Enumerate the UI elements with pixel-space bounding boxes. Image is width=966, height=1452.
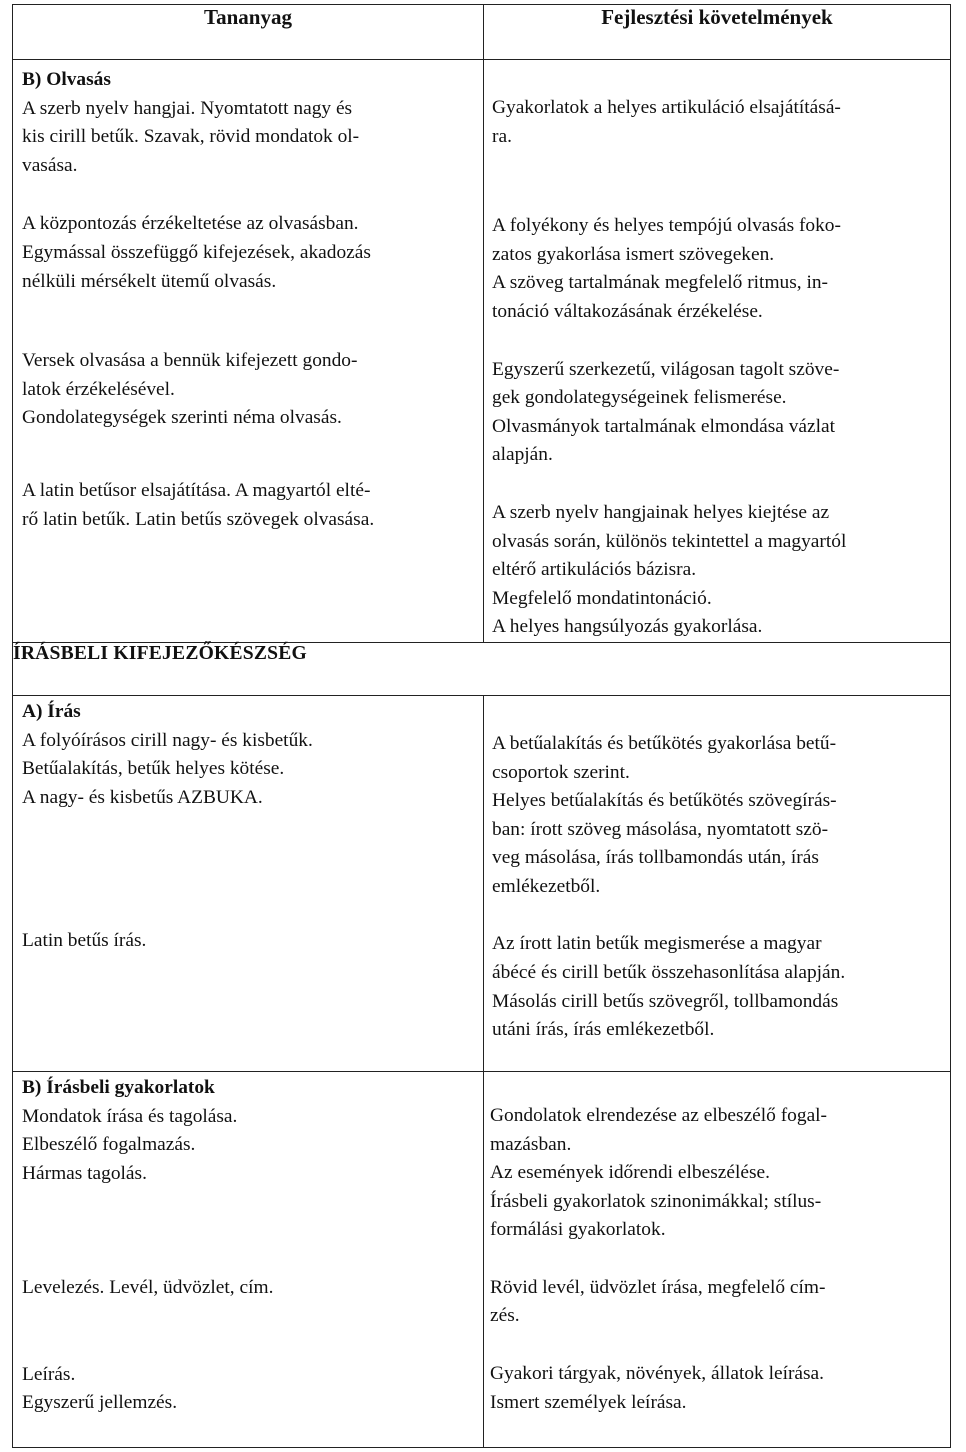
gyakorlatok-right-group-2 (490, 1274, 942, 1331)
text-line: zés. (490, 1305, 520, 1327)
cell-gyakorlatok-left (13, 1071, 484, 1447)
olvasas-left-group-4 (22, 477, 475, 534)
text-line: ban: írott szöveg másolása, nyomtatott szö- (492, 818, 829, 840)
text-line: Az írott latin betűk megismerése a magyar (492, 933, 822, 955)
row-olvasas (13, 60, 951, 643)
cell-gyakorlatok-right (484, 1071, 951, 1447)
text-line: ábécé és cirill betűk összehasonlítása alapján. (492, 962, 846, 984)
header-fejlesztesi: Fejlesztési követelmények (484, 5, 951, 60)
text-line: Megfelelő mondatintonáció. (492, 587, 712, 609)
section-heading-irasbeli: ÍRÁSBELI KIFEJEZŐKÉSZSÉG (13, 642, 951, 695)
text-line: Írásbeli gyakorlatok szinonimákkal; stílus- (490, 1190, 822, 1212)
subsection-title-iras: A) Írás (22, 700, 81, 722)
olvasas-left-group-3 (22, 347, 475, 433)
olvasas-right-group-1 (492, 94, 942, 151)
text-line: A szöveg tartalmának megfelelő ritmus, in- (492, 272, 829, 294)
text-line: A szerb nyelv hangjai. Nyomtatott nagy és (22, 97, 353, 119)
text-line: A szerb nyelv hangjainak helyes kiejtése az (492, 501, 830, 523)
text-line: A nagy- és kisbetűs AZBUKA. (22, 786, 263, 808)
text-line: Versek olvasása a bennük kifejezett gondo- (22, 350, 358, 372)
text-line: Másolás cirill betűs szövegről, tollbamondás (492, 990, 839, 1012)
text-line: A folyékony és helyes tempójú olvasás foko- (492, 215, 841, 237)
gyakorlatok-left-group-3 (22, 1361, 475, 1418)
cell-iras-right (484, 695, 951, 1071)
text-line: A betűalakítás és betűkötés gyakorlása betű- (492, 732, 837, 754)
text-line: Levelezés. Levél, üdvözlet, cím. (22, 1277, 274, 1299)
text-line: Mondatok írása és tagolása. (22, 1105, 238, 1127)
text-line: eltérő artikulációs bázisra. (492, 559, 697, 581)
text-line: Gyakori tárgyak, növények, állatok leírása. (490, 1363, 825, 1385)
olvasas-right-group-4 (492, 499, 942, 642)
text-line: zatos gyakorlása ismert szövegeken. (492, 243, 775, 265)
text-line: ra. (492, 125, 512, 147)
text-line: Latin betűs írás. (22, 930, 147, 952)
text-line: Egymással összefüggő kifejezések, akadozás (22, 241, 371, 263)
subsection-title-olvasas: B) Olvasás (22, 69, 111, 90)
olvasas-right-group-3 (492, 356, 942, 470)
text-line: A folyóírásos cirill nagy- és kisbetűk. (22, 729, 313, 751)
text-line: Egyszerű jellemzés. (22, 1392, 178, 1414)
text-line: latok érzékelésével. (22, 378, 175, 400)
text-line: Az események időrendi elbeszélése. (490, 1162, 770, 1184)
text-line: mazásban. (490, 1133, 572, 1155)
text-line: Helyes betűalakítás és betűkötés szövegírás- (492, 790, 837, 812)
gyakorlatok-left-group-2 (22, 1274, 475, 1303)
text-line: veg másolása, írás tollbamondás után, írás (492, 847, 819, 869)
iras-right-group-1 (492, 730, 942, 902)
text-line: Leírás. (22, 1363, 76, 1385)
iras-right-group-2 (492, 930, 942, 1044)
text-line: Egyszerű szerkezetű, világosan tagolt szöve- (492, 358, 840, 380)
text-line: olvasás során, különös tekintettel a magyartól (492, 530, 847, 552)
document-page (12, 4, 950, 1442)
text-line: A latin betűsor elsajátítása. A magyartól elté- (22, 479, 371, 501)
text-line: Gondolatok elrendezése az elbeszélő fogal- (490, 1104, 828, 1126)
text-line: Gondolategységek szerinti néma olvasás. (22, 407, 342, 429)
cell-iras-left (13, 695, 484, 1071)
text-line: Ismert személyek leírása. (490, 1391, 687, 1413)
iras-left-group-2 (22, 927, 475, 956)
text-line: Olvasmányok tartalmának elmondása vázlat (492, 415, 835, 437)
text-line: A helyes hangsúlyozás gyakorlása. (492, 616, 763, 638)
olvasas-right-group-2 (492, 212, 942, 326)
gyakorlatok-right-group-3 (490, 1360, 942, 1417)
text-line: tonáció váltakozásának érzékelése. (492, 300, 763, 322)
text-line: Betűalakítás, betűk helyes kötése. (22, 758, 285, 780)
olvasas-left-group-1 (22, 95, 475, 181)
olvasas-left-group-2 (22, 210, 475, 296)
cell-olvasas-left (13, 60, 484, 643)
gyakorlatok-right-group-1 (490, 1102, 942, 1245)
header-tananyag: Tananyag (13, 5, 484, 60)
row-iras (13, 695, 951, 1071)
subsection-title-gyakorlatok: B) Írásbeli gyakorlatok (22, 1076, 215, 1098)
text-line: Hármas tagolás. (22, 1162, 147, 1184)
text-line: kis cirill betűk. Szavak, rövid mondatok ol- (22, 126, 360, 148)
text-line: emlékezetből. (492, 875, 601, 897)
text-line: nélküli mérsékelt ütemű olvasás. (22, 270, 277, 292)
row-irasbeli-gyakorlatok (13, 1071, 951, 1447)
text-line: alapján. (492, 444, 553, 466)
gyakorlatok-left-group-1 (22, 1103, 475, 1189)
iras-left-group-1 (22, 727, 475, 813)
text-line: A központozás érzékeltetése az olvasásban. (22, 213, 359, 235)
text-line: gek gondolategységeinek felismerése. (492, 387, 787, 409)
text-line: Gyakorlatok a helyes artikuláció elsajátításá- (492, 97, 841, 118)
cell-olvasas-right (484, 60, 951, 643)
text-line: utáni írás, írás emlékezetből. (492, 1019, 715, 1041)
text-line: Rövid levél, üdvözlet írása, megfelelő cím- (490, 1276, 826, 1298)
text-line: formálási gyakorlatok. (490, 1219, 666, 1241)
section-heading-row (13, 642, 951, 695)
text-line: Elbeszélő fogalmazás. (22, 1134, 196, 1156)
text-line: csoportok szerint. (492, 761, 630, 783)
header-row (13, 5, 951, 60)
text-line: rő latin betűk. Latin betűs szövegek olvasása. (22, 508, 375, 530)
text-line: vasása. (22, 154, 78, 176)
curriculum-table (12, 4, 951, 1448)
